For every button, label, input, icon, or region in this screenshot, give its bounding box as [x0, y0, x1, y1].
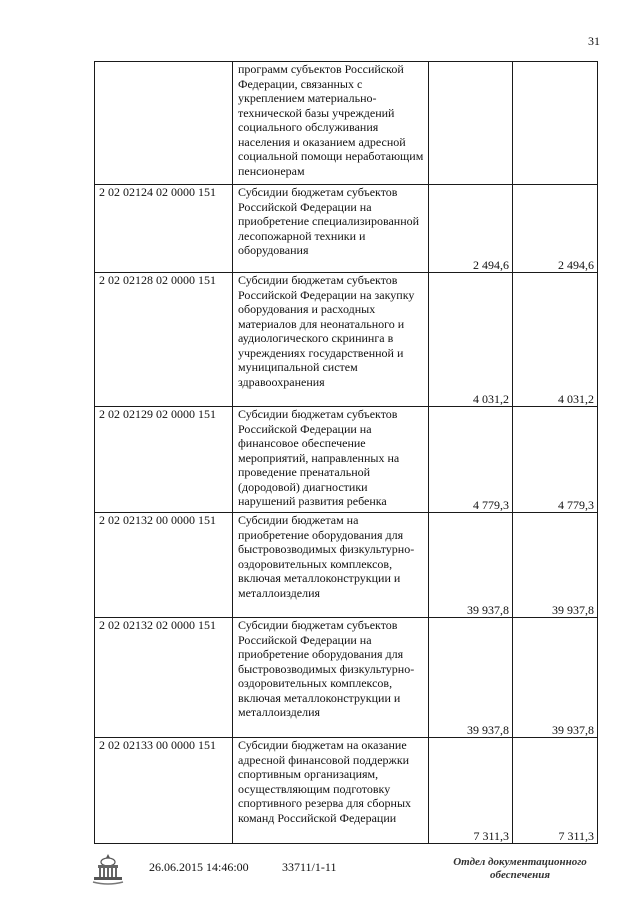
budget-value-2: 7 311,3 — [513, 738, 598, 844]
budget-description: Субсидии бюджетам на оказание адресной финансовой поддержки спортивным организациям, осуществляющим подготовку спортивного резерва для сборных команд Российской Федерации — [233, 738, 429, 844]
footer-doc-number: 33711/1-11 — [282, 860, 337, 874]
budget-code: 2 02 02124 02 0000 151 — [95, 185, 233, 273]
budget-description: Субсидии бюджетам субъектов Российской Федерации на финансовое обеспечение мероприятий, направленных на проведение пренатальной (дородовой) диагностики нарушений развития ребенка — [233, 407, 429, 513]
budget-description: Субсидии бюджетам на приобретение оборудования для быстровозводимых физкультурно-оздоровительных комплексов, включая металлоконструкции и металлоизделия — [233, 513, 429, 618]
duma-building-icon — [90, 852, 126, 886]
budget-description: Субсидии бюджетам субъектов Российской Федерации на закупку оборудования и расходных материалов для неонатального и аудиологического скрининга в учреждениях государственной и муниципальной систем здравоохранения — [233, 273, 429, 407]
table-row — [95, 513, 598, 618]
budget-value-1: 4 031,2 — [429, 273, 513, 407]
page-number: 31 — [588, 34, 600, 48]
budget-code: 2 02 02132 02 0000 151 — [95, 618, 233, 738]
budget-value-2: 4 779,3 — [513, 407, 598, 513]
budget-value-1: 39 937,8 — [429, 513, 513, 618]
budget-value-2 — [513, 62, 598, 185]
table-row — [95, 185, 598, 273]
budget-table — [94, 61, 598, 844]
budget-description: программ субъектов Российской Федерации, связанных с укреплением материально-технической базы учреждений социального обслуживания населения и оказанием адресной социальной помощи неработающим пенсионерам — [233, 62, 429, 185]
budget-value-1: 7 311,3 — [429, 738, 513, 844]
budget-code — [95, 62, 233, 185]
budget-value-1: 39 937,8 — [429, 618, 513, 738]
table-row — [95, 738, 598, 844]
budget-code: 2 02 02128 02 0000 151 — [95, 273, 233, 407]
budget-value-1: 4 779,3 — [429, 407, 513, 513]
page-footer — [0, 848, 640, 888]
budget-value-2: 39 937,8 — [513, 618, 598, 738]
table-row — [95, 62, 598, 185]
budget-code: 2 02 02132 00 0000 151 — [95, 513, 233, 618]
department-stamp: Отдел документационного обеспечения — [453, 856, 587, 881]
footer-date: 26.06.2015 14:46:00 — [149, 860, 249, 874]
table-row — [95, 618, 598, 738]
budget-value-2: 2 494,6 — [513, 185, 598, 273]
budget-code: 2 02 02129 02 0000 151 — [95, 407, 233, 513]
budget-code: 2 02 02133 00 0000 151 — [95, 738, 233, 844]
table-row — [95, 273, 598, 407]
budget-value-2: 4 031,2 — [513, 273, 598, 407]
table-row — [95, 407, 598, 513]
budget-value-2: 39 937,8 — [513, 513, 598, 618]
budget-description: Субсидии бюджетам субъектов Российской Федерации на приобретение оборудования для быстровозводимых физкультурно-оздоровительных комплексов, включая металлоконструкции и металлоизделия — [233, 618, 429, 738]
budget-value-1: 2 494,6 — [429, 185, 513, 273]
budget-description: Субсидии бюджетам субъектов Российской Федерации на приобретение специализированной лесопожарной техники и оборудования — [233, 185, 429, 273]
budget-value-1 — [429, 62, 513, 185]
